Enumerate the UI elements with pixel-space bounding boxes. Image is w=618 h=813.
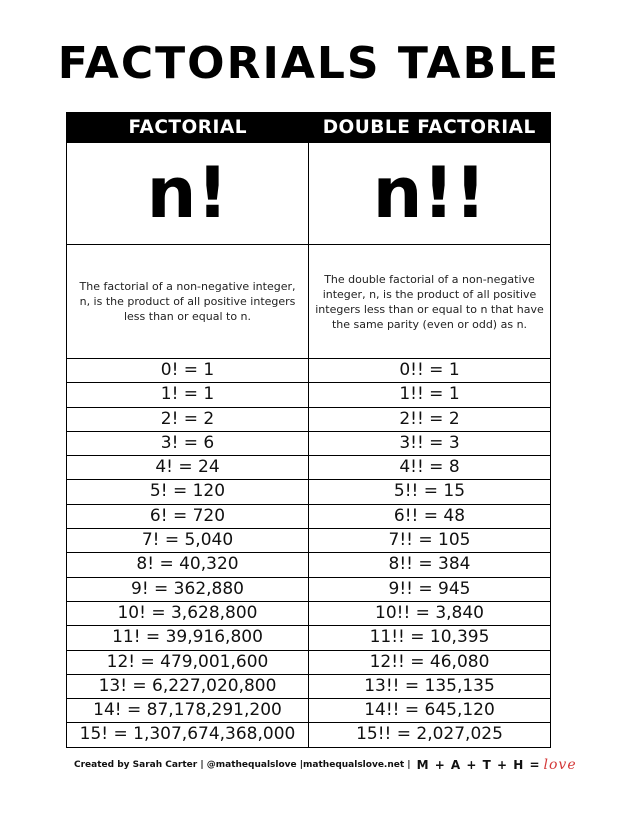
footer-credit: Created by Sarah Carter | @mathequalslove |mathequalslove.net |: [74, 760, 411, 770]
double-factorial-value: 2!! = 2: [308, 408, 550, 431]
double-factorial-value: 3!! = 3: [308, 432, 550, 455]
factorial-value: 2! = 2: [160, 408, 215, 429]
double-factorial-value: 0!! = 1: [308, 359, 550, 382]
factorial-description: The factorial of a non-negative integer, n, is the product of all positive integers less than or equal to n.: [79, 280, 296, 323]
page-title: FACTORIALS TABLE: [57, 38, 561, 89]
double-factorial-value: 11!! = 10,395: [308, 626, 550, 649]
double-factorial-value: 6!! = 48: [308, 505, 550, 528]
logo-letters: M + A + T + H =: [416, 758, 541, 772]
factorial-value: 5! = 120: [149, 481, 226, 502]
factorial-value: 13! = 6,227,020,800: [98, 675, 277, 696]
double-factorial-value: 14!! = 645,120: [308, 699, 550, 722]
table-row: [67, 528, 550, 552]
table-row: [67, 650, 550, 674]
table-row: [67, 552, 550, 576]
table-row: [67, 479, 550, 503]
symbol-row: [67, 143, 550, 245]
double-factorial-value: 9!! = 945: [308, 578, 550, 601]
table-row: [67, 698, 550, 722]
table-row: [67, 431, 550, 455]
factorial-value: 14! = 87,178,291,200: [93, 700, 282, 721]
math-love-logo: [417, 757, 577, 773]
factorials-table: [66, 112, 551, 748]
factorial-value: 9! = 362,880: [131, 578, 244, 599]
table-row: [67, 407, 550, 431]
factorial-value: 12! = 479,001,600: [106, 651, 269, 672]
table-row: [67, 382, 550, 406]
double-factorial-value: 12!! = 46,080: [308, 651, 550, 674]
double-factorial-value: 1!! = 1: [308, 383, 550, 406]
double-factorial-value: 8!! = 384: [308, 553, 550, 576]
table-row: [67, 625, 550, 649]
table-header: [67, 113, 550, 143]
double-factorial-value: 5!! = 15: [308, 480, 550, 503]
double-factorial-value: 13!! = 135,135: [308, 675, 550, 698]
header-factorial: FACTORIAL: [128, 117, 247, 138]
table-row: [67, 601, 550, 625]
factorial-value: 0! = 1: [160, 360, 215, 380]
factorial-value: 15! = 1,307,674,368,000: [79, 724, 296, 745]
double-factorial-value: 7!! = 105: [308, 529, 550, 552]
factorial-value: 4! = 24: [155, 457, 220, 478]
factorial-value: 1! = 1: [160, 384, 215, 405]
double-factorial-symbol: n!!: [308, 143, 550, 244]
factorial-value: 7! = 5,040: [141, 530, 234, 551]
table-row: [67, 504, 550, 528]
table-row: [67, 577, 550, 601]
table-row: [67, 455, 550, 479]
factorial-symbol: n!: [146, 152, 229, 234]
logo-script: love: [543, 757, 577, 773]
double-factorial-value: 15!! = 2,027,025: [308, 723, 550, 746]
table-row: [67, 674, 550, 698]
factorial-value: 8! = 40,320: [136, 554, 239, 575]
data-rows: [67, 359, 550, 747]
double-factorial-value: 10!! = 3,840: [308, 602, 550, 625]
header-double-factorial: DOUBLE FACTORIAL: [322, 117, 536, 138]
factorial-value: 10! = 3,628,800: [117, 602, 258, 623]
factorial-value: 11! = 39,916,800: [112, 627, 263, 648]
table-row: [67, 359, 550, 382]
factorial-value: 3! = 6: [160, 432, 215, 453]
description-row: [67, 245, 550, 359]
double-factorial-value: 4!! = 8: [308, 456, 550, 479]
factorial-value: 6! = 720: [149, 505, 226, 526]
footer: [74, 755, 577, 775]
double-factorial-description: The double factorial of a non-negative integer, n, is the product of all positive integers less than or equal to n that have the same parity (even or odd) as n.: [308, 245, 550, 358]
table-row: [67, 722, 550, 746]
